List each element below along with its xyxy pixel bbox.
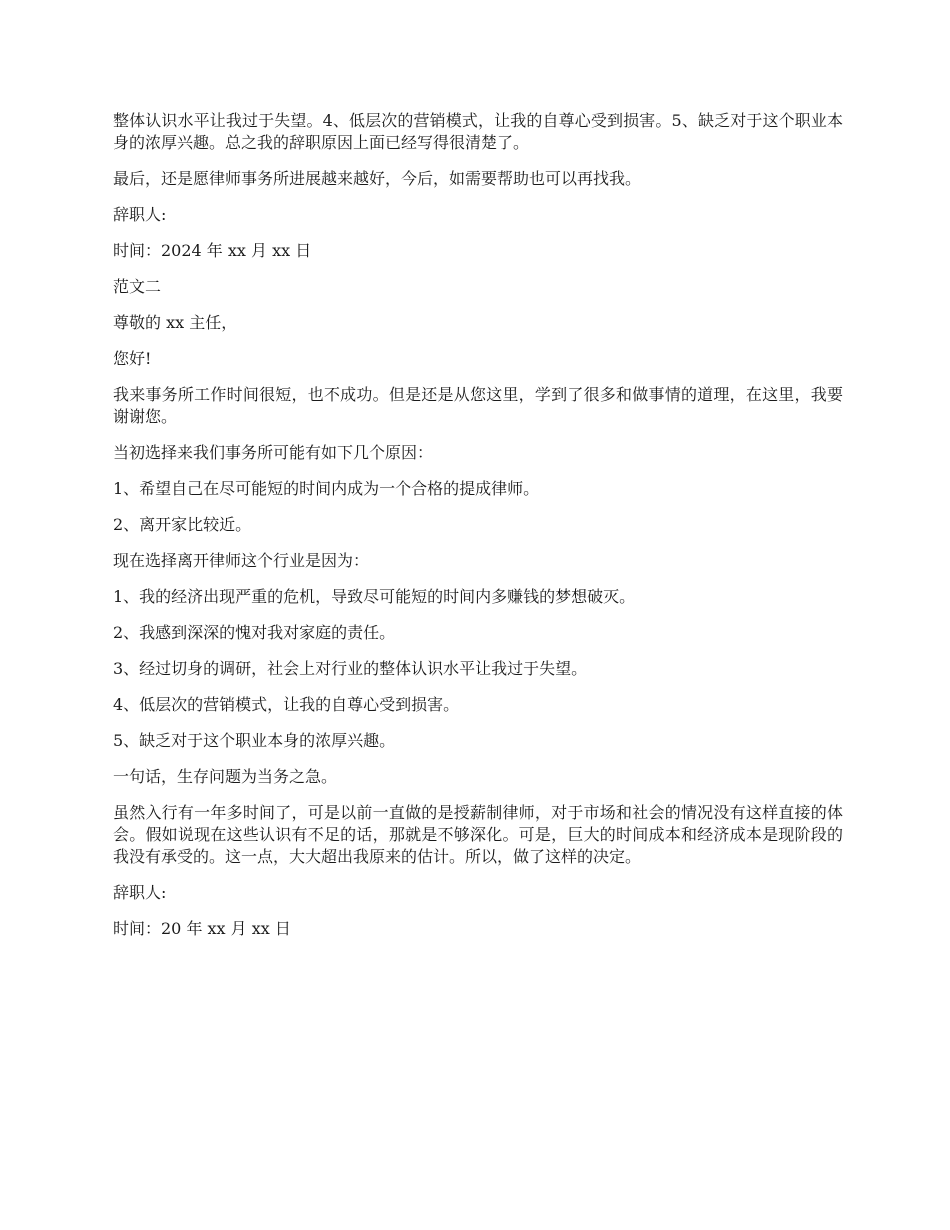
- section-heading-sample-two: 范文二: [113, 277, 162, 296]
- list-item: 2、我感到深深的愧对我对家庭的责任。: [113, 623, 396, 642]
- list-item: 5、缺乏对于这个职业本身的浓厚兴趣。: [113, 731, 396, 750]
- list-item: 1、我的经济出现严重的危机，导致尽可能短的时间内多赚钱的梦想破灭。: [113, 587, 636, 606]
- date-line: 时间：2024 年 xx 月 xx 日: [113, 241, 312, 260]
- salutation: 尊敬的 xx 主任，: [113, 313, 238, 332]
- paragraph-intro: 我来事务所工作时间很短，也不成功。但是还是从您这里，学到了很多和做事情的道理，在这里，我要谢谢您。: [113, 385, 843, 426]
- document-page: [113, 110, 843, 954]
- signature-label: 辞职人:: [113, 205, 167, 224]
- paragraph-closing-wish: 最后，还是愿律师事务所进展越来越好，今后，如需要帮助也可以再找我。: [113, 169, 642, 188]
- paragraph-summary: 一句话，生存问题为当务之急。: [113, 767, 338, 786]
- list-item: 4、低层次的营销模式，让我的自尊心受到损害。: [113, 695, 460, 714]
- list-item: 1、希望自己在尽可能短的时间内成为一个合格的提成律师。: [113, 479, 540, 498]
- paragraph-original-reasons-heading: 当初选择来我们事务所可能有如下几个原因：: [113, 443, 434, 462]
- list-item: 2、离开家比较近。: [113, 515, 252, 534]
- list-item: 3、经过切身的调研，社会上对行业的整体认识水平让我过于失望。: [113, 659, 588, 678]
- date-line: 时间：20 年 xx 月 xx 日: [113, 919, 291, 938]
- greeting: 您好!: [113, 349, 152, 368]
- signature-label: 辞职人:: [113, 883, 167, 902]
- paragraph-explanation: 虽然入行有一年多时间了，可是以前一直做的是授薪制律师，对于市场和社会的情况没有这样直接的体会。假如说现在这些认识有不足的话，那就是不够深化。可是，巨大的时间成本和经济成本是现阶段的我没有承受的。这一点，大大超出我原来的估计。所以，做了这样的决定。: [113, 803, 843, 866]
- paragraph-leaving-reasons-heading: 现在选择离开律师这个行业是因为：: [113, 551, 370, 570]
- paragraph-reasons-continued: 整体认识水平让我过于失望。4、低层次的营销模式，让我的自尊心受到损害。5、缺乏对于这个职业本身的浓厚兴趣。总之我的辞职原因上面已经写得很清楚了。: [113, 111, 843, 152]
